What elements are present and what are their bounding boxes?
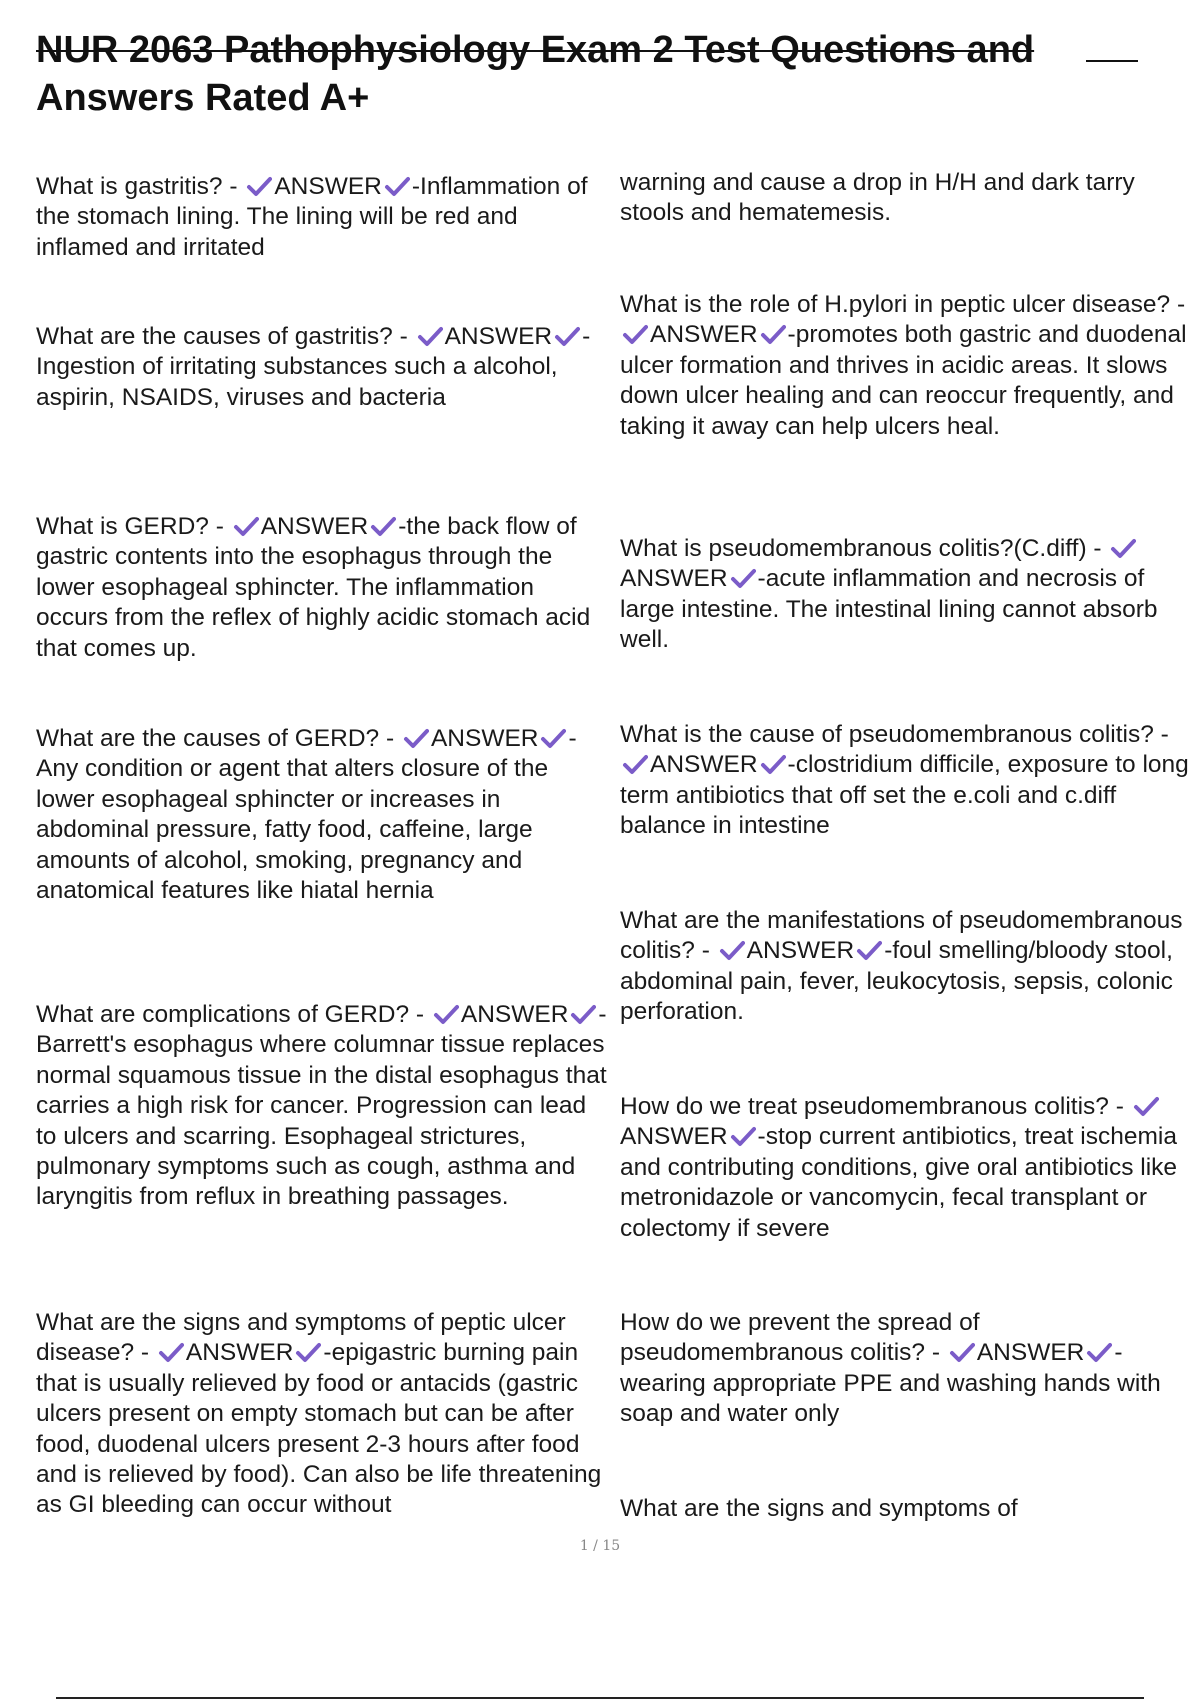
checkmark-icon bbox=[158, 1341, 184, 1363]
checkmark-icon bbox=[540, 727, 566, 749]
answer-label: ANSWER bbox=[460, 1001, 569, 1028]
checkmark-icon bbox=[1086, 1341, 1112, 1363]
question-text: What is gastritis? - bbox=[36, 173, 245, 200]
answer-text: -clostridium difficile, exposure to long term antibiotics that off set the e.coli and c.diff balance in intestine bbox=[620, 751, 1189, 840]
page-number: 1 / 15 bbox=[579, 1538, 621, 1554]
answer-label: ANSWER bbox=[620, 1123, 728, 1151]
checkmark-icon bbox=[730, 567, 756, 589]
continuation-body: warning and cause a drop in H/H and dark tarry stools and hematemesis. bbox=[620, 169, 1135, 227]
title-line-2: Answers Rated A+ bbox=[36, 77, 370, 119]
qa-item bbox=[620, 1308, 1200, 1430]
title-strike-rule bbox=[1086, 60, 1138, 62]
trailing-question-text: What are the signs and symptoms of bbox=[620, 1495, 1018, 1522]
answer-text: -promotes both gastric and duodenal ulcer formation and thrives in acidic areas. It slows down ulcer healing and can reoccur frequently, and taking it away can help ulcers heal. bbox=[620, 321, 1187, 440]
qa-item bbox=[620, 1092, 1200, 1244]
answer-text: -epigastric burning pain that is usually relieved by food or antacids (gastric ulcers present on empty stomach but can be after food, duodenal ulcers present 2-3 hours after food and is relieved by food). Can also be life threatening as GI bleeding can occur without bbox=[36, 1339, 602, 1519]
answer-label: ANSWER bbox=[976, 1339, 1085, 1367]
trailing-question bbox=[620, 1494, 1200, 1524]
answer-label: ANSWER bbox=[444, 323, 553, 350]
document-title bbox=[36, 26, 1146, 122]
qa-item bbox=[620, 906, 1200, 1028]
qa-item bbox=[36, 322, 611, 413]
checkmark-icon bbox=[1110, 537, 1136, 559]
question-text: How do we prevent the spread of pseudomembranous colitis? - bbox=[620, 1309, 980, 1367]
checkmark-icon bbox=[730, 1125, 756, 1147]
checkmark-icon bbox=[719, 939, 745, 961]
answer-text: -foul smelling/bloody stool, abdominal pain, fever, leukocytosis, sepsis, colonic perforation. bbox=[620, 937, 1173, 1026]
checkmark-icon bbox=[760, 753, 786, 775]
answer-text: -Ingestion of irritating substances such a alcohol, aspirin, NSAIDS, viruses and bacteria bbox=[36, 323, 591, 411]
checkmark-icon bbox=[233, 515, 259, 537]
qa-item bbox=[36, 1308, 611, 1521]
checkmark-icon bbox=[554, 325, 580, 347]
continuation-text bbox=[620, 168, 1200, 229]
answer-text: -Barrett's esophagus where columnar tissue replaces normal squamous tissue in the distal esophagus that carries a high risk for cancer. Progression can lead to ulcers and scarring. Esophageal strictures, pulmonary symptoms such as cough, asthma and laryngitis from reflux in breathing passages. bbox=[36, 1001, 607, 1211]
checkmark-icon bbox=[622, 323, 648, 345]
qa-item bbox=[620, 290, 1200, 442]
qa-item bbox=[36, 1000, 611, 1213]
qa-item bbox=[620, 534, 1200, 656]
answer-text: -stop current antibiotics, treat ischemia and contributing conditions, give oral antibiotics like metronidazole or vancomycin, fecal transplant or colectomy if severe bbox=[620, 1123, 1178, 1242]
checkmark-icon bbox=[622, 753, 648, 775]
checkmark-icon bbox=[949, 1341, 975, 1363]
answer-text: -acute inflammation and necrosis of large intestine. The intestinal lining cannot absorb well. bbox=[620, 565, 1158, 654]
checkmark-icon bbox=[760, 323, 786, 345]
question-text: What are complications of GERD? - bbox=[36, 1001, 431, 1028]
qa-item bbox=[620, 720, 1200, 842]
question-text: What is the role of H.pylori in peptic ulcer disease? - bbox=[620, 291, 1186, 318]
answer-label: ANSWER bbox=[260, 513, 369, 540]
checkmark-icon bbox=[403, 727, 429, 749]
question-text: What are the manifestations of pseudomembranous colitis? - bbox=[620, 907, 1183, 965]
question-text: What are the causes of GERD? - bbox=[36, 725, 401, 752]
question-text: What is GERD? - bbox=[36, 513, 231, 540]
checkmark-icon bbox=[295, 1341, 321, 1363]
title-line-1: NUR 2063 Pathophysiology Exam 2 Test Questions and bbox=[36, 29, 1035, 71]
answer-label: ANSWER bbox=[650, 751, 758, 779]
answer-label: ANSWER bbox=[650, 321, 758, 349]
checkmark-icon bbox=[417, 325, 443, 347]
qa-item bbox=[36, 172, 611, 263]
question-text: What are the signs and symptoms of peptic ulcer disease? - bbox=[36, 1309, 566, 1367]
question-text: What are the causes of gastritis? - bbox=[36, 323, 415, 350]
checkmark-icon bbox=[856, 939, 882, 961]
question-text: What is the cause of pseudomembranous colitis? - bbox=[620, 721, 1169, 748]
checkmark-icon bbox=[1133, 1095, 1159, 1117]
answer-text: -Any condition or agent that alters closure of the lower esophageal sphincter or increases in abdominal pressure, fatty food, caffeine, large amounts of alcohol, smoking, pregnancy and anatomical features like hiatal hernia bbox=[36, 725, 577, 905]
question-text: What is pseudomembranous colitis?(C.diff) - bbox=[620, 535, 1109, 562]
answer-label: ANSWER bbox=[620, 565, 728, 593]
answer-label: ANSWER bbox=[185, 1339, 294, 1367]
checkmark-icon bbox=[384, 175, 410, 197]
qa-item bbox=[36, 724, 611, 906]
answer-label: ANSWER bbox=[274, 173, 382, 200]
checkmark-icon bbox=[370, 515, 396, 537]
answer-text: -Inflammation of the stomach lining. The lining will be red and inflamed and irritated bbox=[36, 173, 588, 261]
answer-label: ANSWER bbox=[430, 725, 539, 752]
checkmark-icon bbox=[570, 1003, 596, 1025]
checkmark-icon bbox=[246, 175, 272, 197]
checkmark-icon bbox=[433, 1003, 459, 1025]
question-text: How do we treat pseudomembranous colitis? - bbox=[620, 1093, 1131, 1120]
answer-text: -the back flow of gastric contents into the esophagus through the lower esophageal sphincter. The inflammation occurs from the reflex of highly acidic stomach acid that comes up. bbox=[36, 513, 591, 662]
qa-item bbox=[36, 512, 611, 664]
answer-label: ANSWER bbox=[746, 937, 855, 965]
page-bottom-rule bbox=[56, 1697, 1144, 1699]
answer-text: -wearing appropriate PPE and washing hands with soap and water only bbox=[620, 1339, 1161, 1428]
